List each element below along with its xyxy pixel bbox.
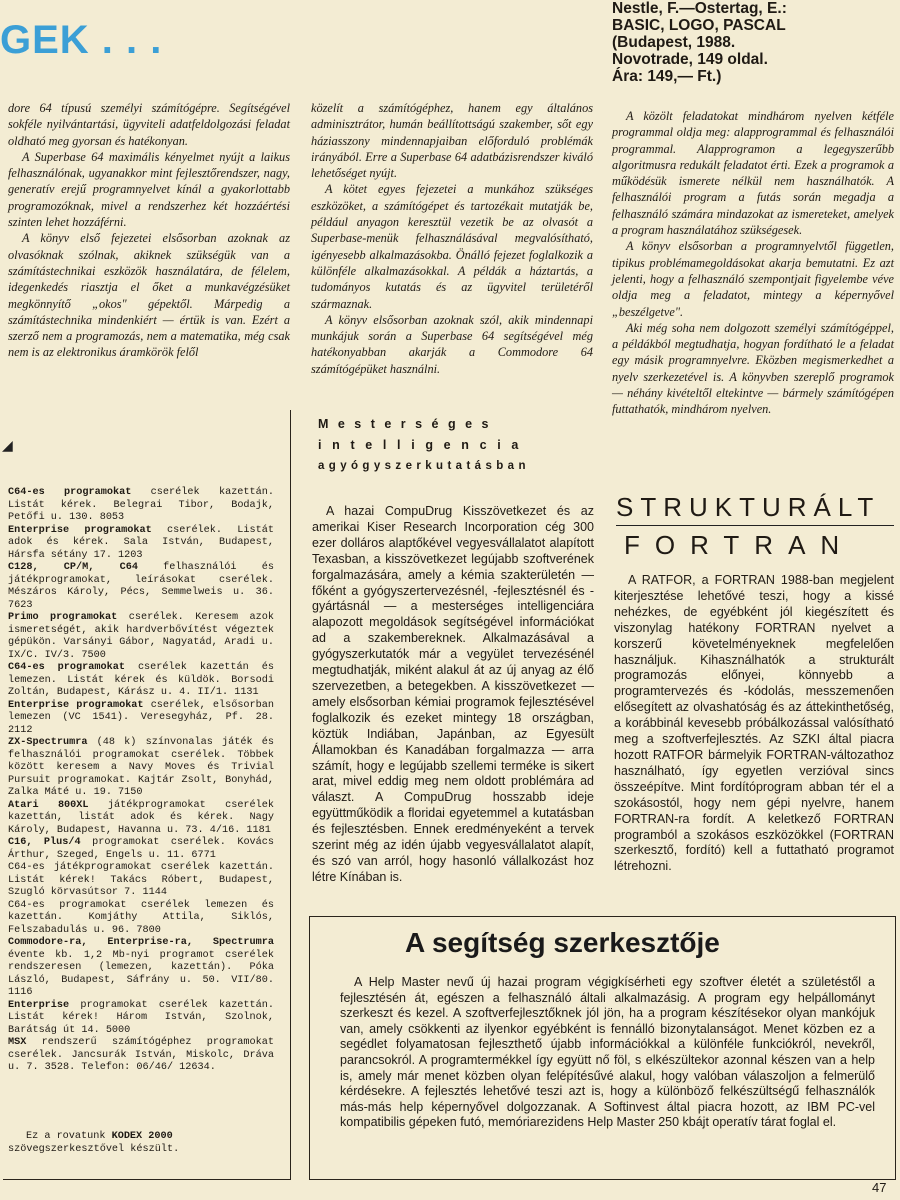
review-paragraph: dore 64 típusú személyi számítógépre. Segítségével sokféle nyilvántartási, ügyviteli adatfeldolgozási feladat oldható meg gyorsan és hatékonyan.	[8, 101, 290, 148]
fortran-article-body	[614, 573, 894, 875]
title-divider	[616, 525, 894, 526]
ad-keyword: Primo programokat	[8, 612, 118, 623]
classified-ad	[8, 899, 281, 938]
classified-ad	[8, 937, 281, 1000]
review-paragraph: A könyv első fejezetei elsősorban azoknak az olvasóknak szólnak, akiknek szükségük van a számítástechnikai eszközök használatára, de félelem, idegenkedés riasztja el őket a munkavégzésüket megkönnyítő „okos" gépektől. Márpedig a számítástechnika mindenkiért — értük is van. Ezért a szerző nem a programozás, nem a matematika, még csak nem is az elektronikus áramkörök felől	[8, 231, 290, 360]
ad-text: cserélek, elsősorban lemezen (VC 1541). Veresegyház, Pf. 28. 2112	[8, 699, 281, 736]
classified-ad	[8, 487, 281, 525]
fortran-title-line: FORTRAN	[624, 530, 855, 560]
review-paragraph: közelít a számítógéphez, hanem egy általános adminisztrátor, humán beállítottságú szakember, sőt egy háziasszony mindennapjaiban előforduló problémák irányából. Erre a Superbase 64 adatbázisrendszer kiváló lehetőséget nyújt.	[311, 101, 593, 181]
help-article-body	[340, 975, 875, 1131]
help-article-title: A segítség szerkesztője	[405, 927, 720, 958]
corner-mark-icon: ◢	[2, 439, 13, 454]
footer-text: szövegszerkesztővel készült.	[8, 1144, 180, 1155]
ad-text: cserélek kazettán. Listát kérek. Belegrai Tibor, Bodajk, Petőfi u. 130. 8053	[8, 487, 281, 523]
classified-ad	[8, 699, 281, 738]
ad-keyword: C64-es programokat	[8, 487, 132, 498]
book-info-line: Nestle, F.—Ostertag, E.:	[612, 0, 787, 17]
fortran-title-line: STRUKTURÁLT	[616, 492, 881, 522]
section-title: GEK . . .	[0, 18, 163, 62]
classified-ad	[8, 737, 281, 800]
fortran-article-title	[616, 492, 894, 560]
ad-text: (48 k) színvonalas játék és felhasználói programokat cserélek. Többek között keresem a Navy Moves és Trivial Pursuit programokat. Kajtár Zsolt, Bonyhád, Zalka Máté u. 19. 7150	[8, 737, 281, 798]
review-paragraph: A közölt feladatokat mindhárom nyelven kétféle programmal oldja meg: alapprogrammal és felhasználói programmal. Alapprogramon a legegyszerűbb algoritmusra redukált feladatot érti. Ezek a programok a működésük ismerete nélkül nem használhatók. A felhasználói program a futás során megadja a felhasználó számára mindazokat az ismereteket, amelyek a program használatához szükségesek.	[612, 109, 894, 238]
ad-keyword: MSX	[8, 1037, 27, 1048]
classified-ad	[8, 1037, 281, 1075]
ad-keyword: C128, CP/M, C64	[8, 562, 138, 573]
footer-keyword: KODEX 2000	[111, 1131, 173, 1142]
ad-text: cserélek kazettán és lemezen. Listát kérek és küldök. Borsodi Zoltán, Budapest, Kárász u. 4. II/1. 1131	[8, 662, 281, 698]
ai-article-paragraph: A hazai CompuDrug Kisszövetkezet és az amerikai Kiser Research Incorporation cég 300 ezer dolláros alaptőkével vegyesvállalatot alapított Texasban, a kisszövetkezet legújabb szoftverének forgalmazására, amely a kémia szakterületén — főként a gyógyszertervezésnél, -fejlesztésnél és -gyártásnál — a mesterséges intelligenciára alapozott megoldások segítségével információkat ad a szakembereknek. Alkalmazásával a gyógyszerkutatók már a vegyület tervezésénél megtudhatják, miként alakul át az új anyag az élő szervezetben, a betegekben. A kisszövetkezet — amely elsősorban kémiai programok fejlesztésével foglalkozik és ezeket mintegy 18 országban, köztük Indiában, Japánban, az Egyesült Államokban és Kanadában forgalmazza — arra számít, hogy e legújabb szellemi terméke is sikert arat, mivel eddig meg nem oldott problémára ad választ. A CompuDrug hosszabb ideje együttműködik a floridai egyetemmel a kutatásban és fejlesztésben. Ennek eredményeként a tervek szerint még az idén újabb vegyesvállalatot alapít, és szó van arról, hogy hasonló vállalkozást hoz létre Kínában is.	[312, 504, 594, 884]
page-number: 47	[872, 1180, 887, 1195]
ai-article-body	[312, 504, 594, 886]
review-paragraph: A kötet egyes fejezetei a munkához szükséges eszközöket, a számítógépet és tartozékait mutatják be, például anyagon keresztül vezetik be az olvasót a Superbase-menük felhasználásával megvalósítható, igényesebb alkalmazásokba. Önálló fejezet foglalkozik a különféle alkalmazásokkal. A példák a háztartás, a tudományos kutatás és az ügyvitel területéről származnak.	[311, 182, 593, 311]
classified-ad	[8, 524, 281, 563]
review-left-column	[8, 100, 290, 361]
ad-keyword: C16, Plus/4	[8, 837, 81, 848]
review-paragraph: A könyv elsősorban a programnyelvtől független, tipikus problémamegoldásokat akarja bemutatni. Ez azt jelenti, hogy a felhasználó szempontjait figyelembe véve oldja meg a feladatot, mintegy a képernyővel „beszélgetve".	[612, 239, 894, 319]
ad-text: rendszerű számítógéphez programokat cserélek. Jancsurák István, Miskolc, Dráva u. 7. 3528. Telefon: 06/46/ 12634.	[8, 1037, 281, 1073]
ad-keyword: Enterprise programokat	[8, 524, 152, 536]
help-article-paragraph: A Help Master nevű új hazai program végigkísérheti egy szoftver életét a születéstől a fejlesztésén át, egészen a felhasználó általi alkalmazásig. A program egy helpállományt szerkeszt és kezel. A szoftverfejlesztőknek jól jön, ha a program készítésekor olyan mankójuk van, amely csökkenti az ilyenkor egyébként is fennálló bizonytalanságot. Menet közben ez a segédlet folyamatosan fejleszthető újabb információkkal a különféle funkciókról, nevekről, parancsokról. A programtermékkel így együtt nő föl, s elkészültekor azonnal készen van a help is, amely már menet közben olyan felépítésűvé alakul, hogy valóban válaszoljon a felmerülő kérdésekre. A fejlesztés lehetővé teszi azt is, hogy a különböző felkészültségű felhasználók más-más help képernyővel dolgozzanak. A Softinvest által piacra hozott, az IBM PC-vel kompatibilis gépeken futó, memóriarezidens Help Master 250 kbájt operatív tárat foglal el.	[340, 975, 875, 1130]
book-info-line: (Budapest, 1988.	[612, 34, 736, 51]
review-middle-column	[311, 100, 593, 377]
ad-keyword: ZX-Spectrumra	[8, 737, 88, 748]
review-right-column	[612, 108, 894, 418]
classified-ad	[8, 837, 281, 862]
review-paragraph: Aki még soha nem dolgozott személyi számítógéppel, a példákból megtudhatja, hogyan fordítható le a feladat egy másik programnyelvre. Eközben megismerkedhet a nyelv szerkezetével is. A könyvben szereplő programok — néhány kivételtől eltekintve — bármely számítógépen futtathatók, mindhárom nyelven.	[612, 320, 894, 417]
classified-ad	[8, 562, 281, 612]
ad-keyword: Enterprise	[8, 999, 70, 1011]
book-info-line: Ára: 149,— Ft.)	[612, 68, 722, 85]
classifieds-footer	[8, 1130, 274, 1156]
ai-title-line: M e s t e r s é g e s	[318, 417, 492, 431]
review-paragraph: A Superbase 64 maximális kényelmet nyújt a laikus felhasználónak, ugyanakkor mint fejlesztőrendszer, nagy, generatív erejű programnyelvet kínál a gyakorlottabb programozóknak, mivel a rendszerhez két hozzáértési szinten lehet hozzáférni.	[8, 149, 290, 230]
ad-keyword: C64-es programokat	[8, 662, 125, 673]
classified-ad	[8, 612, 281, 662]
ai-title-line: i n t e l l i g e n c i a	[318, 438, 522, 452]
ai-article-title	[318, 414, 588, 477]
ad-keyword: Atari 800XL	[8, 799, 89, 811]
book-info-line: Novotrade, 149 oldal.	[612, 51, 768, 68]
ad-text: cserélek. Listát adok és kérek. Sala István, Budapest, Hársfa sétány 17. 1203	[8, 524, 281, 561]
ad-text: programokat cserélek kazettán. Listát kérek! Három István, Szolnok, Barátság út 14. 5000	[8, 999, 281, 1036]
classified-ad	[8, 862, 281, 900]
ad-keyword: Commodore-ra, Enterprise-ra, Spectrumra	[8, 937, 274, 948]
classified-ad	[8, 799, 281, 838]
ai-title-line: a g y ó g y s z e r k u t a t á s b a n	[318, 460, 527, 472]
classified-ad	[8, 999, 281, 1038]
classified-ad	[8, 662, 281, 700]
ad-text: játékprogramokat cserélek kazettán, listát adok és kérek. Nagy Károly, Budapest, Havanna u. 73. 4/16. 1181	[8, 799, 281, 836]
ad-keyword: Enterprise programokat	[8, 699, 144, 711]
book-info	[612, 0, 897, 85]
review-paragraph: A könyv elsősorban azoknak szól, akik mindennapi munkájuk során a Superbase 64 segítségével még hatékonyabban akarják a Commodore 64 számítógépüket használni.	[311, 312, 593, 376]
classifieds-list	[8, 487, 281, 1075]
fortran-article-paragraph: A RATFOR, a FORTRAN 1988-ban megjelent kiterjesztése lehetővé teszi, hogy a kissé nehézkes, de egyébként jól kiegészített és viszonylag hatékony FORTRAN nyelvet a korszerű követelményeknek megfelelően használjuk. Kihasználhatók a strukturált programozás előnyei, könnyebb a programtervezés és -kódolás, messzemenően elősegített az olvashatóság és az áttekinthetőség, a korábbinál kevesebb próbálkozással valósítható meg a szoftverfejlesztés. Az SZKI által piacra hozott RATFOR bármelyik FORTRAN-változathoz használható, így egyetlen verzióval sincs összeépítve. Mint fordítóprogram abban tér el a szokásostól, hogy nem gépi nyelvre, hanem FORTRAN-ra fordít. A keletkező FORTRAN programból a szokásos eszközökkel (FORTRAN szerkesztő, fordító) kell a futtatható programot létrehozni.	[614, 573, 894, 874]
ad-text: felhasználói és játékprogramokat, leírásokat cserélek. Mészáros Károly, Pécs, Semmelweis u. 36. 7623	[8, 562, 281, 611]
ad-text: programokat cserélek. Kovács Árthur, Szeged, Engels u. 11. 6771	[8, 837, 281, 861]
footer-text: Ez a rovatunk	[26, 1131, 112, 1142]
ad-text: cserélek. Keresem azok ismeretségét, akik hardverbővítést végeztek gépükön. Varsányi Gábor, Nagyatád, Aradi u. IX/C. IV/3. 7500	[8, 612, 281, 661]
book-info-line: BASIC, LOGO, PASCAL	[612, 17, 786, 34]
ad-text: évente kb. 1,2 Mb-nyi programot cserélek rendszeresen (lemezen, kazettán). Póka László, Budapest, Sáfrány u. 50. VII/80. 1116	[8, 937, 281, 998]
ad-text: C64-es programokat cserélek lemezen és kazettán. Komjáthy Attila, Siklós, Felszabadulás u. 96. 7800	[8, 899, 281, 936]
ad-text: C64-es játékprogramokat cserélek kazettán. Listát kérek! Takács Róbert, Budapest, Szugló körvasútsor 7. 1144	[8, 862, 281, 898]
